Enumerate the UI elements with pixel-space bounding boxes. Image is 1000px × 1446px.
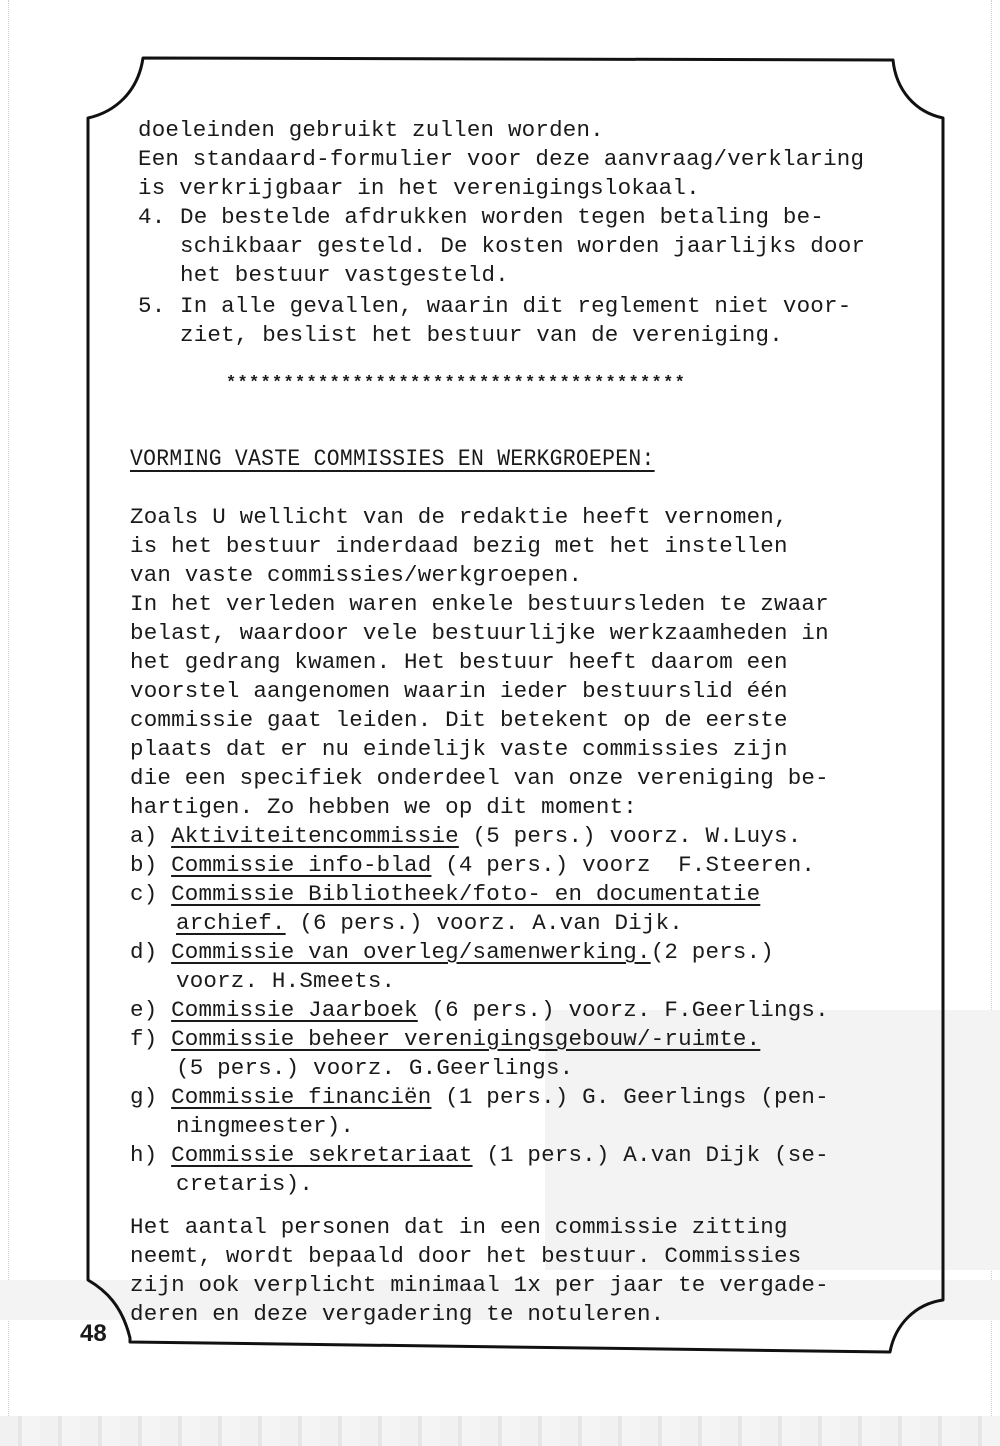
page-number: 48 <box>80 1320 107 1347</box>
committee-item <box>130 1141 829 1170</box>
committee-name: Commissie Bibliotheek/foto- en documentatie <box>171 881 761 907</box>
committee-letter: c) <box>130 881 158 907</box>
committee-name: Commissie info-blad <box>171 852 432 878</box>
intro-line: doeleinden gebruikt zullen worden. <box>138 117 604 143</box>
closing-line: zijn ook verplicht minimaal 1x per jaar te vergade- <box>130 1272 829 1298</box>
committee-name: Commissie financiën <box>171 1084 432 1110</box>
committee-letter: a) <box>130 823 158 849</box>
committee-name: Commissie beheer verenigingsgebouw/-ruimte. <box>171 1026 761 1052</box>
body-line: Zoals U wellicht van de redaktie heeft vernomen, <box>130 504 788 530</box>
closing-line: Het aantal personen dat in een commissie zitting <box>130 1214 788 1240</box>
rule-number: 4. <box>138 204 166 230</box>
committee-letter: g) <box>130 1084 158 1110</box>
committee-item <box>130 822 801 851</box>
committee-letter: d) <box>130 939 158 965</box>
rule-line: het bestuur vastgesteld. <box>180 262 509 288</box>
committee-name-cont: archief. <box>176 910 286 936</box>
body-line: In het verleden waren enkele bestuursleden te zwaar <box>130 591 829 617</box>
committee-name: Commissie sekretariaat <box>171 1142 473 1168</box>
committee-continuation: cretaris). <box>176 1171 314 1197</box>
committee-details: (5 pers.) voorz. W.Luys. <box>458 823 802 849</box>
committee-details: (2 pers.) <box>650 939 775 965</box>
closing-line: neemt, wordt bepaald door het bestuur. Commissies <box>130 1243 802 1269</box>
body-line: voorstel aangenomen waarin ieder bestuurslid één <box>130 678 788 704</box>
body-line: het gedrang kwamen. Het bestuur heeft daarom een <box>130 649 788 675</box>
committee-letter: e) <box>130 997 158 1023</box>
committee-item <box>130 880 760 909</box>
committee-continuation: (5 pers.) voorz. G.Geerlings. <box>176 1055 574 1081</box>
rule-line: schikbaar gesteld. De kosten worden jaarlijks door <box>180 233 866 259</box>
committee-details: (6 pers.) voorz. A.van Dijk. <box>285 910 683 936</box>
body-line: is het bestuur inderdaad bezig met het instellen <box>130 533 788 559</box>
body-line: commissie gaat leiden. Dit betekent op de eerste <box>130 707 788 733</box>
committee-name: Aktiviteitencommissie <box>171 823 459 849</box>
committee-details: (1 pers.) G. Geerlings (pen- <box>431 1084 829 1110</box>
committee-details: (1 pers.) A.van Dijk (se- <box>472 1142 829 1168</box>
section-heading: VORMING VASTE COMMISSIES EN WERKGROEPEN: <box>130 446 655 472</box>
body-line: plaats dat er nu eindelijk vaste commissies zijn <box>130 736 788 762</box>
committee-continuation <box>176 909 683 938</box>
committee-item <box>130 996 829 1025</box>
asterisk-separator: **************************************** <box>226 374 687 393</box>
committee-item <box>130 851 815 880</box>
rule-number: 5. <box>138 293 166 319</box>
committee-details: (4 pers.) voorz F.Steeren. <box>431 852 816 878</box>
rule-line: De bestelde afdrukken worden tegen betaling be- <box>180 204 825 230</box>
committee-item <box>130 1025 760 1054</box>
committee-letter: b) <box>130 852 158 878</box>
committee-name: Commissie Jaarboek <box>171 997 418 1023</box>
committee-letter: h) <box>130 1142 158 1168</box>
committee-letter: f) <box>130 1026 158 1052</box>
committee-item <box>130 938 774 967</box>
body-line: die een specifiek onderdeel van onze vereniging be- <box>130 765 829 791</box>
intro-line: is verkrijgbaar in het verenigingslokaal. <box>138 175 700 201</box>
closing-line: deren en deze vergadering te notuleren. <box>130 1301 665 1327</box>
body-line: hartigen. Zo hebben we op dit moment: <box>130 794 637 820</box>
body-line: van vaste commissies/werkgroepen. <box>130 562 583 588</box>
rule-line: ziet, beslist het bestuur van de vereniging. <box>180 322 783 348</box>
committee-item <box>130 1083 829 1112</box>
committee-details: (6 pers.) voorz. F.Geerlings. <box>417 997 829 1023</box>
committee-continuation: voorz. H.Smeets. <box>176 968 396 994</box>
intro-line: Een standaard-formulier voor deze aanvraag/verklaring <box>138 146 865 172</box>
committee-continuation: ningmeester). <box>176 1113 355 1139</box>
body-line: belast, waardoor vele bestuurlijke werkzaamheden in <box>130 620 829 646</box>
rule-line: In alle gevallen, waarin dit reglement niet voor- <box>180 293 852 319</box>
committee-name: Commissie van overleg/samenwerking. <box>171 939 651 965</box>
